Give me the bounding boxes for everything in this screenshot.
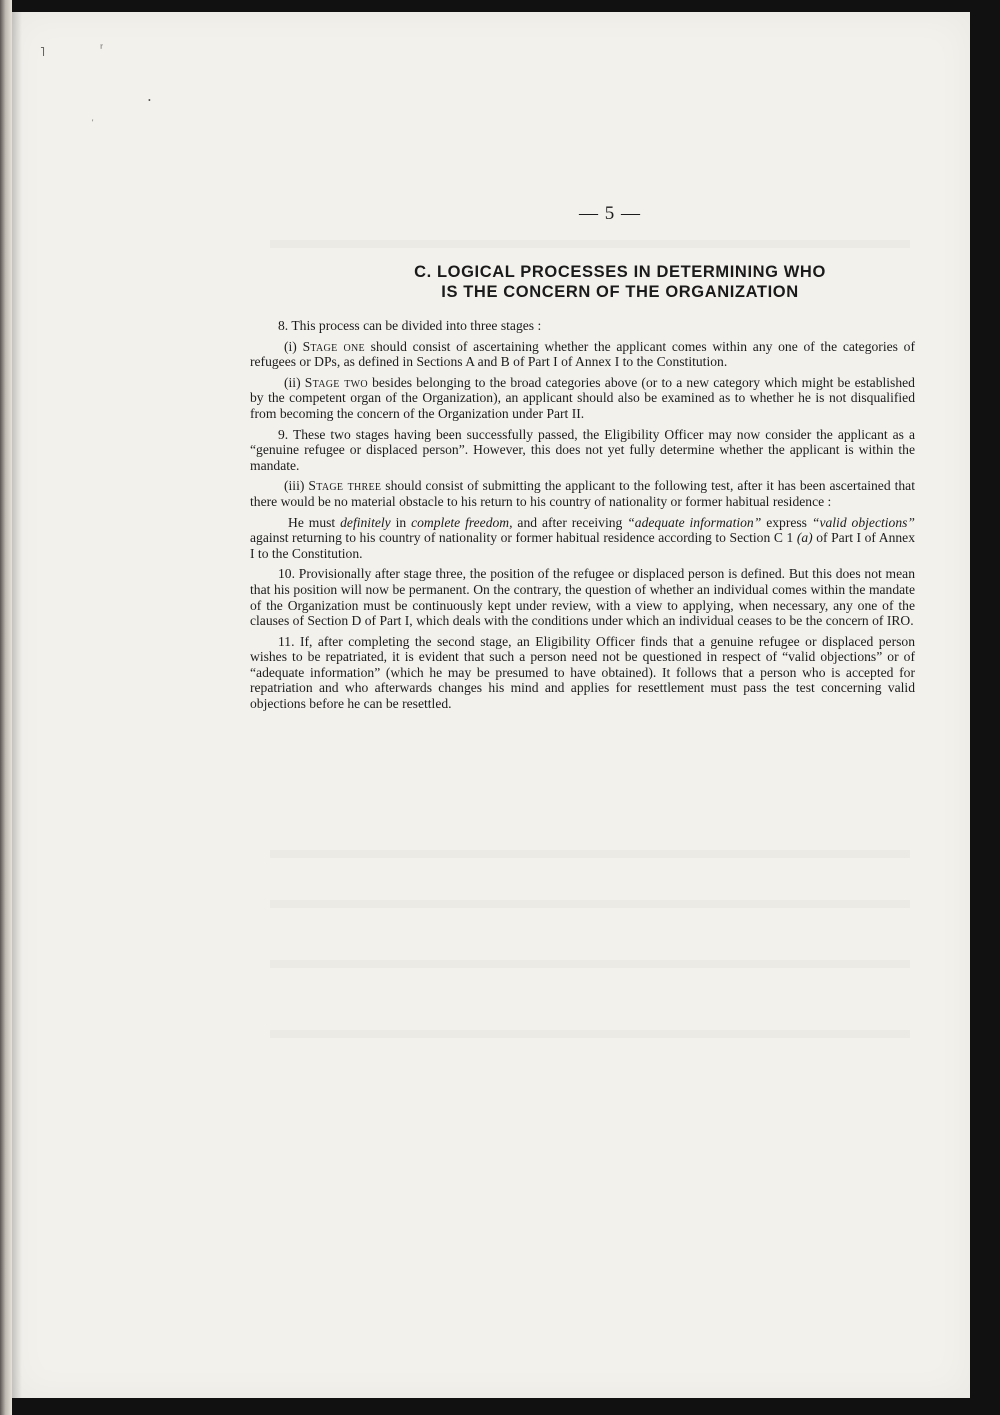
quote-emphasis: complete freedom, [411,514,513,530]
quote-part: of Part I of Annex I to the Constitution. [250,530,916,561]
paragraph-11: 11. If, after completing the second stage, an Eligibility Officer finds that a genuine refugee or displaced person wishes to be repatriated, it is evident that such a person need not be questioned in respect of “valid objections” or of “adequate information” (which he may be presumed to have obtained). It follows that a person who is accepted for repatriation and who afterwards changes his mind and applies for resettlement must pass the test concerning valid objections before he can be resettled. [250,633,915,712]
paragraph-8: 8. This process can be divided into three stages : [278,318,542,333]
pencil-mark: ˥ [40,44,45,59]
quote-emphasis: definitely [340,514,391,530]
stage-one-paragraph [250,339,915,370]
show-through [270,960,910,968]
stage-three-label: Stage three [308,478,382,494]
stage-one-label: Stage one [302,338,365,354]
paragraph-9: 9. These two stages having been successfully passed, the Eligibility Officer may now consider the applicant as a “genuine refugee or displaced person”. However, this does not yet fully determine whether the applicant is within the mandate. [250,426,915,473]
quote-part: He must [288,514,336,530]
quote-part: express [766,514,807,530]
stage-two-label: Stage two [304,374,368,390]
quote-emphasis: “adequate information” [627,514,762,530]
quote-emphasis: (a) [796,530,813,546]
stage-one-text: should consist of ascertaining whether the applicant comes within any one of the categories of refugees or DPs, as defined in Sections A and B of Part I of Annex I to the Constitution. [250,338,915,370]
stage-three-paragraph [250,478,915,509]
quote-emphasis: “valid objections” [811,514,915,530]
test-statement [250,515,915,562]
stage-three-number: (iii) [284,478,305,494]
heading-line-2: IS THE CONCERN OF THE ORGANIZATION [441,283,799,301]
quote-part: against returning to his country of nationality or former habitual residence according to Section C 1 [250,530,794,546]
section-heading [380,262,860,302]
book-spine-edge [0,0,12,1415]
paragraph-10: 10. Provisionally after stage three, the position of the refugee or displaced person is defined. But this does not mean that his position will now be permanent. On the contrary, the question of whether an individual comes within the mandate of the Organization must be continuously kept under review, with a view to applying, when necessary, any one of the clauses of Section D of Part I, which deals with the conditions under which an individual ceases to be the concern of IRO. [250,566,915,629]
speck: • [148,96,151,105]
stage-three-text: should consist of submitting the applicant to the following test, after it has been ascertained that there would be no material obstacle to his return to his country of nationality or former habitual residence : [250,478,915,509]
show-through [270,850,910,858]
stage-two-number: (ii) [284,374,301,390]
show-through [270,900,910,908]
speck: ' [92,118,94,127]
page-number: — 5 — [579,203,641,224]
document-body [250,318,915,717]
quote-part: in [395,514,407,530]
quote-part: and after receiving [517,514,623,530]
stage-two-text: besides belonging to the broad categories above (or to a new category which might be established by the competent organ of the Organization), an applicant should also be examined as to whether he is not disqualified from becoming the concern of the Organization under Part II. [250,374,915,421]
show-through [270,1030,910,1038]
pencil-mark: ʳ [100,40,103,55]
heading-line-1: C. LOGICAL PROCESSES IN DETERMINING WHO [414,263,826,281]
stage-one-number: (i) [284,338,297,354]
stage-two-paragraph [250,375,915,422]
spine-shadow [12,12,22,1398]
show-through [270,240,910,248]
